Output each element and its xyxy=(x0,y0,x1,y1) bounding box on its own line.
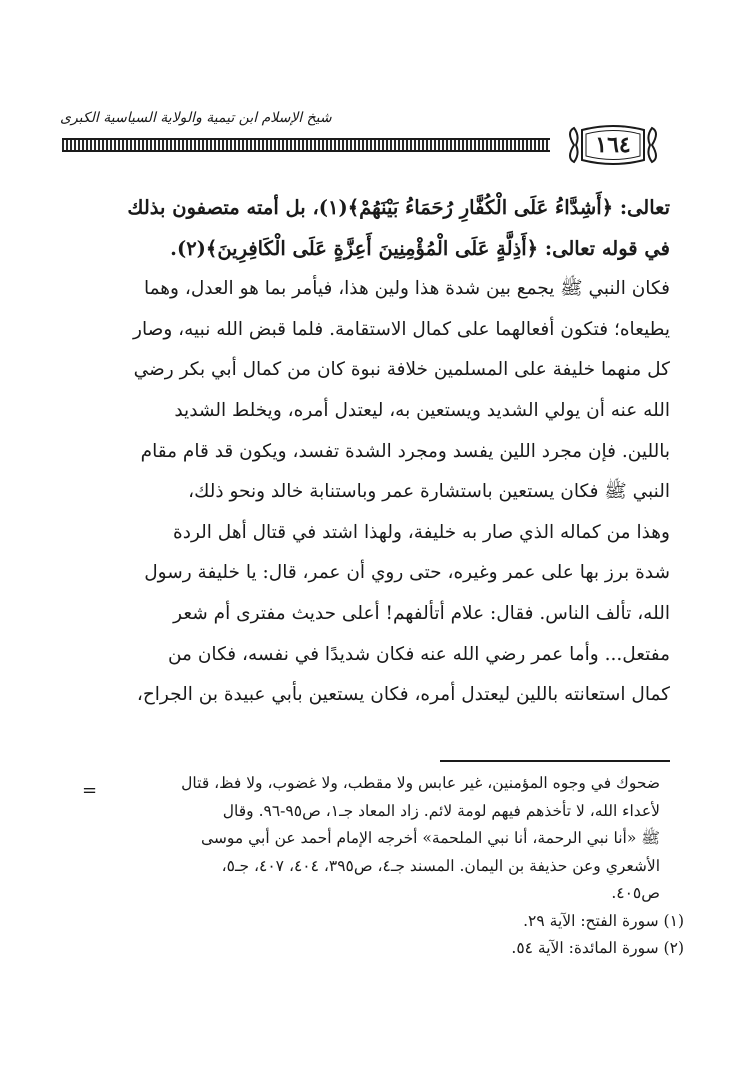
text-line: وهذا من كماله الذي صار به خليفة، ولهذا اشتد في قتال أهل الردة xyxy=(173,521,670,543)
footnote-1: (١) سورة الفتح: الآية ٢٩. xyxy=(523,911,684,930)
text-line: مفتعل... وأما عمر رضي الله عنه فكان شديدًا في نفسه، فكان من xyxy=(167,643,670,665)
header-rule xyxy=(62,138,550,152)
main-text xyxy=(70,188,670,716)
text-line: تعالى: ﴿أَشِدَّاءُ عَلَى الْكُفَّارِ رُحَمَاءُ بَيْنَهُمْ﴾(١)، بل أمته متصفون بذلك xyxy=(127,196,670,219)
text-line: فكان النبي ﷺ يجمع بين شدة هذا ولين هذا، فيأمر بما هو العدل، وهما xyxy=(143,278,670,300)
text-line: كمال استعانته باللين ليعتدل أمره، فكان يستعين بأبي عبيدة بن الجراح، xyxy=(136,684,670,706)
text-line: في قوله تعالى: ﴿أَذِلَّةٍ عَلَى الْمُؤْمِنِينَ أَعِزَّةٍ عَلَى الْكَافِرِينَ﴾(٢). xyxy=(170,236,670,260)
running-header-title: شيخ الإسلام ابن تيمية والولاية السياسية الكبرى xyxy=(60,110,332,126)
footnote-continuation-marker: = xyxy=(82,780,98,801)
footnote-divider xyxy=(440,760,670,762)
page-number-badge xyxy=(560,124,666,166)
footnote-continuation-line: ضحوك في وجوه المؤمنين، غير عابس ولا مقطب، ولا غضوب، ولا فظ، قتال xyxy=(181,774,660,792)
text-line: الله، تألف الناس. فقال: علام أتألفهم! أعلى حديث مفترى أم شعر xyxy=(173,602,670,624)
footnote-2: (٢) سورة المائدة: الآية ٥٤. xyxy=(511,939,684,957)
footnote-continuation-line: ﷺ «أنا نبي الرحمة، أنا نبي الملحمة» أخرجه الإمام أحمد عن أبي موسى xyxy=(200,829,660,847)
footnote-continuation-line: ص٤٠٥. xyxy=(611,884,660,902)
text-line: كل منهما خليفة على المسلمين خلافة نبوة كان من كمال أبي بكر رضي xyxy=(133,359,670,381)
text-line: النبي ﷺ فكان يستعين باستشارة عمر وباستنابة خالد ونحو ذلك، xyxy=(188,481,670,503)
footnote-continuation-line: الأشعري وعن حذيفة بن اليمان. المسند جـ٤، ص٣٩٥، ٤٠٤، ٤٠٧، جـ٥، xyxy=(221,856,660,875)
text-line: يطيعاه؛ فتكون أفعالهما على كمال الاستقامة. فلما قبض الله نبيه، وصار xyxy=(133,318,670,340)
text-line: الله عنه أن يولي الشديد ويستعين به، ليعتدل أمره، ويخلط الشديد xyxy=(174,399,670,421)
text-line: باللين. فإن مجرد اللين يفسد ومجرد الشدة تفسد، ويكون قد قام مقام xyxy=(140,440,670,462)
text-line: شدة برز بها على عمر وغيره، حتى روي أن عمر، قال: يا خليفة رسول xyxy=(144,562,670,584)
page-number: ١٦٤ xyxy=(595,132,631,158)
footnotes xyxy=(100,770,684,963)
footnote-continuation-line: لأعداء الله، لا تأخذهم فيهم لومة لائم. زاد المعاد جـ١، ص٩٥-٩٦. وقال xyxy=(222,801,660,820)
